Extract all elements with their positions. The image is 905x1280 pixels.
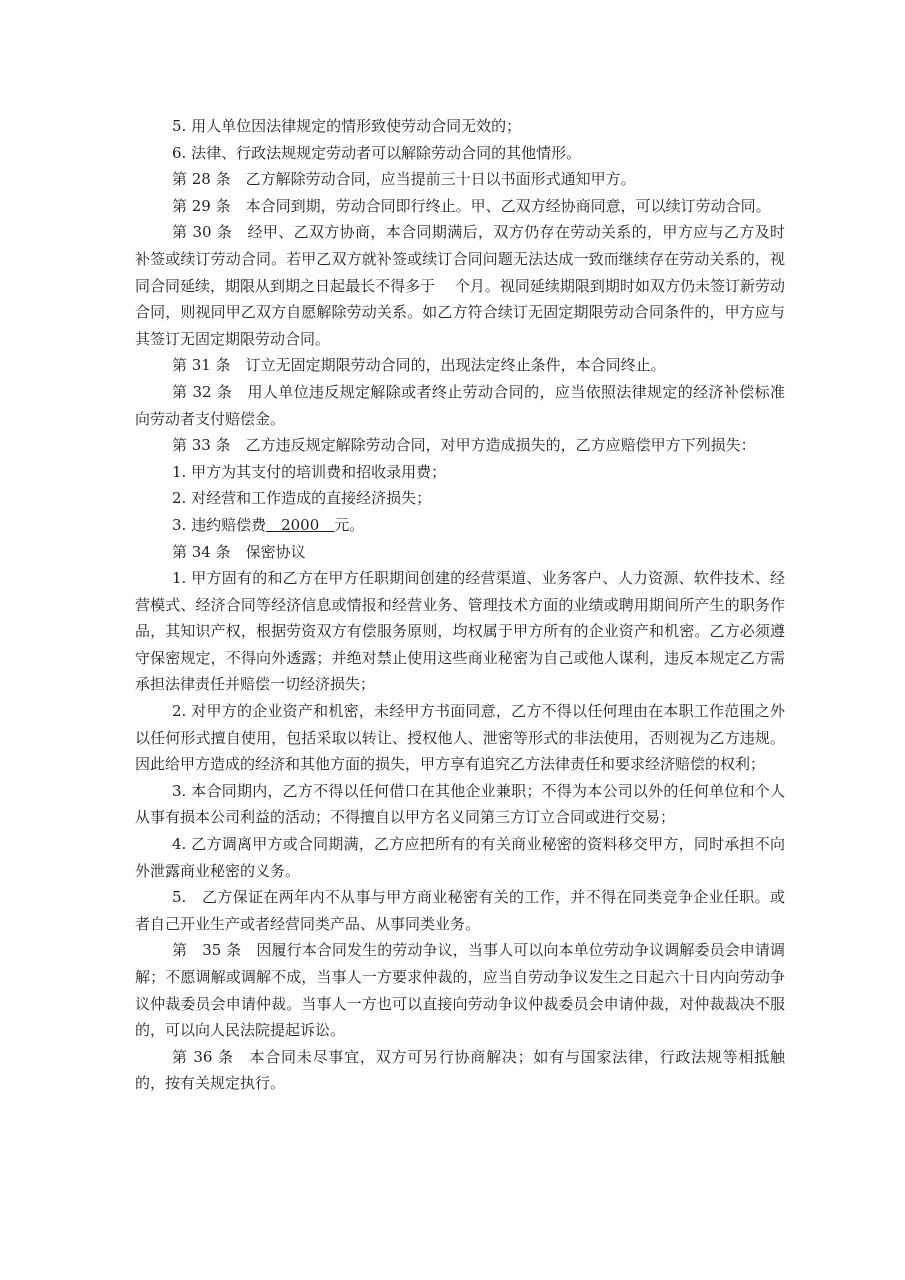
penalty-amount: 2000 (266, 515, 335, 534)
article-33: 第 33 条 乙方违反规定解除劳动合同，对甲方造成损失的，乙方应赔偿甲方下列损失： (172, 436, 756, 455)
secrecy-item-2: 2. 对甲方的企业资产和机密，未经甲方书面同意，乙方不得以任何理由在本职工作范围之外以任何形式擅自使用，包括采取以转让、授权他人、泄密等形式的非法使用，否则视为乙方违规。因此给甲方造成的经济和其他方面的损失，甲方享有追究乙方法律责任和要求经济赔偿的权利； (135, 702, 785, 774)
secrecy-item-3: 3. 本合同期内，乙方不得以任何借口在其他企业兼职；不得为本公司以外的任何单位和个人从事有损本公司利益的活动；不得擅自以甲方名义同第三方订立合同或进行交易； (135, 781, 785, 827)
loss-item-3 (135, 512, 785, 539)
document-page (135, 113, 785, 1097)
article-35: 第 35 条 因履行本合同发生的劳动争议，当事人可以向本单位劳动争议调解委员会申请调解；不愿调解或调解不成，当事人一方要求仲裁的，应当自劳动争议发生之日起六十日内向劳动争议仲裁委员会申请仲裁。当事人一方也可以直接向劳动争议仲裁委员会申请仲裁，对仲裁裁决不服的，可以向人民法院提起诉讼。 (135, 941, 785, 1040)
loss-item-2: 2. 对经营和工作造成的直接经济损失； (172, 489, 432, 508)
clause-item-5: 5. 用人单位因法律规定的情形致使劳动合同无效的； (172, 117, 522, 135)
secrecy-item-4: 4. 乙方调离甲方或合同期满，乙方应把所有的有关商业秘密的资料移交甲方，同时承担不向外泄露商业秘密的义务。 (135, 835, 785, 880)
article-29: 第 29 条 本合同到期，劳动合同即行终止。甲、乙双方经协商同意，可以续订劳动合同。 (172, 196, 771, 215)
clause-item-6: 6. 法律、行政法规规定劳动者可以解除劳动合同的其他情形。 (172, 143, 582, 162)
article-30: 第 30 条 经甲、乙双方协商，本合同期满后，双方仍存在劳动关系的，甲方应与乙方及时补签或续订劳动合同。若甲乙双方就补签或续订合同问题无法达成一致而继续存在劳动关系的，视同合同延续，期限从到期之日起最长不得多于 个月。视同延续期限到期时如双方仍未签订新劳动合同，则视同甲乙双方自愿解除劳动关系。如乙方符合续订无固定期限劳动合同条件的，甲方应与其签订无固定期限劳动合同。 (135, 223, 785, 348)
penalty-suffix: 元。 (334, 515, 365, 534)
secrecy-item-5: 5. 乙方保证在两年内不从事与甲方商业秘密有关的工作，并不得在同类竞争企业任职。或者自己开业生产或者经营同类产品、从事同类业务。 (135, 888, 785, 933)
penalty-prefix: 3. 违约赔偿费 (172, 515, 267, 534)
secrecy-item-1: 1. 甲方固有的和乙方在甲方任职期间创建的经营渠道、业务客户、人力资源、软件技术、经营模式、经济合同等经济信息或情报和经营业务、管理技术方面的业绩或聘用期间所产生的职务作品，其知识产权，根据劳资双方有偿服务原则，均权属于甲方所有的企业资产和机密。乙方必须遵守保密规定，不得向外透露；并绝对禁止使用这些商业秘密为自己或他人谋利，违反本规定乙方需承担法律责任并赔偿一切经济损失； (135, 569, 785, 694)
article-28: 第 28 条 乙方解除劳动合同，应当提前三十日以书面形式通知甲方。 (172, 170, 636, 189)
article-32: 第 32 条 用人单位违反规定解除或者终止劳动合同的，应当依照法律规定的经济补偿标准向劳动者支付赔偿金。 (135, 382, 785, 428)
article-34: 第 34 条 保密协议 (172, 542, 306, 561)
loss-item-1: 1. 甲方为其支付的培训费和招收录用费； (172, 462, 447, 481)
article-31: 第 31 条 订立无固定期限劳动合同的，出现法定终止条件，本合同终止。 (172, 356, 666, 375)
article-36: 第 36 条 本合同未尽事宜，双方可另行协商解决；如有与国家法律，行政法规等相抵触的，按有关规定执行。 (135, 1047, 785, 1093)
